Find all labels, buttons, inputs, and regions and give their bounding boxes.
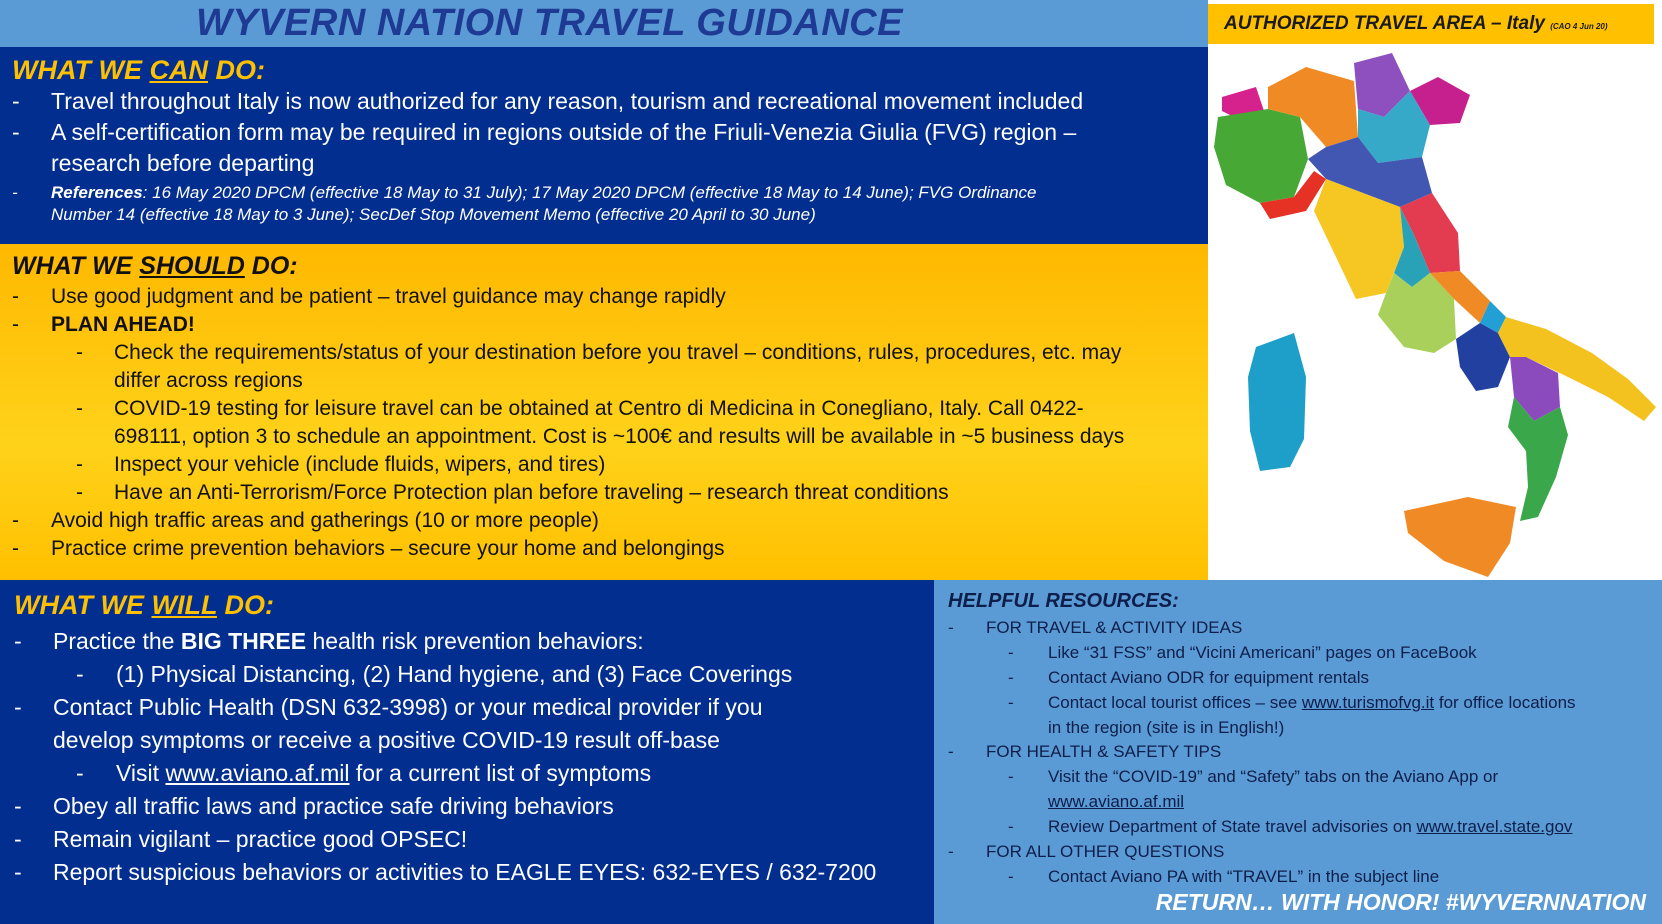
page-title: WYVERN NATION TRAVEL GUIDANCE (196, 2, 903, 44)
aviano-link[interactable]: www.aviano.af.mil (165, 760, 350, 786)
region-sicily (1404, 497, 1516, 577)
map-header-note: (CAO 4 Jun 20) (1550, 22, 1608, 31)
heading-should-do: WHAT WE SHOULD DO: (12, 252, 298, 280)
heading-resources: HELPFUL RESOURCES: (948, 590, 1179, 612)
turismofvg-link[interactable]: www.turismofvg.it (1301, 693, 1435, 712)
section-resources: HELPFUL RESOURCES: - FOR TRAVEL & ACTIVITY IDEAS - Like “31 FSS” and “Vicini Americani” pages on FaceBook - Contact Aviano ODR for equipment rentals - Contact local tourist offices – see www.turismofvg.it for office locations in the region (site is in English!) - FOR HEALTH & SAFETY TIPS - Visit the “COVID-19” and “Safety” tabs on the Aviano App or www.aviano.af.mil - Review Department of State travel advisories on www.travel.state.gov - FOR ALL OTHER QUESTIONS - Contact Aviano PA with “TRAVEL” in the subject line RETURN… WITH HONOR! #WYVERNNATION (934, 580, 1662, 924)
italy-map (1208, 47, 1662, 580)
map-header-label: AUTHORIZED TRAVEL AREA – Italy (1224, 13, 1545, 34)
heading-can-do: WHAT WE CAN DO: (12, 55, 265, 85)
section-will-do: WHAT WE WILL DO: - Practice the BIG THREE health risk prevention behaviors: - (1) Physical Distancing, (2) Hand hygiene, and (3) Face Coverings - Contact Public Health (DSN 632-3998) or your medical provider if you develop symptoms or receive a positive COVID-19 result off-base - Visit www.aviano.af.mil for a current list of symptoms - Obey all traffic laws and practice safe driving behaviors - Remain vigilant – practice good OPSEC! - Report suspicious behaviors or activities to EAGLE EYES: 632-EYES / 632-7200 (0, 580, 934, 924)
region-sardinia (1248, 333, 1306, 471)
references-label: References (51, 183, 143, 202)
aviano-link-2[interactable]: www.aviano.af.mil (1048, 792, 1185, 811)
footer-slogan: RETURN… WITH HONOR! #WYVERNNATION (1155, 889, 1646, 915)
title-bar (0, 0, 1208, 47)
italy-map-graphic (1208, 47, 1662, 580)
heading-will-do: WHAT WE WILL DO: (14, 590, 274, 620)
travel-state-link[interactable]: www.travel.state.gov (1416, 817, 1573, 836)
region-piedmont (1214, 109, 1308, 203)
section-can-do: WHAT WE CAN DO: - Travel throughout Italy is now authorized for any reason, tourism and recreational movement included - A self-certification form may be required in regions outside of the Friuli-Venezia Giulia (FVG) region – research before departing - References: 16 May 2020 DPCM (effective 18 May to 31 July); 17 May 2020 DPCM (effective 18 May to 14 June); FVG Ordinance Number 14 (effective 18 May to 3 June); SecDef Stop Movement Memo (effective 20 April to 30 June) (0, 47, 1208, 244)
section-should-do: WHAT WE SHOULD DO: - Use good judgment and be patient – travel guidance may change rapidly - PLAN AHEAD! - Check the requirements/status of your destination before you travel – conditions, rules, procedures, etc. may differ across regions - COVID-19 testing for leisure travel can be obtained at Centro di Medicina in Conegliano, Italy. Call 0422- 698111, option 3 to schedule an appointment. Cost is ~100€ and results will be available in ~5 business days - Inspect your vehicle (include fluids, wipers, and tires) - Have an Anti-Terrorism/Force Protection plan before traveling – research threat conditions - Avoid high traffic areas and gatherings (10 or more people) - Practice crime prevention behaviors – secure your home and belongings (0, 244, 1208, 580)
map-header (1208, 4, 1654, 44)
